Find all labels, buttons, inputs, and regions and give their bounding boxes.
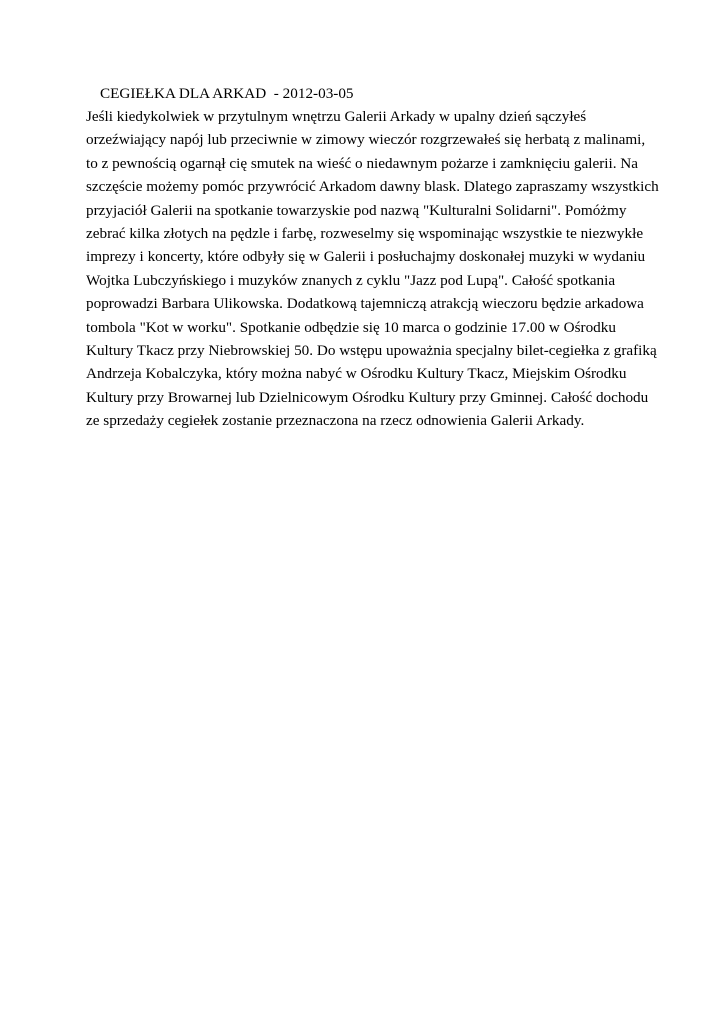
paragraph-line: zebrać kilka złotych na pędzle i farbę, rozweselmy się wspominając wszystkie te niezwykłe — [86, 225, 644, 243]
document-title: CEGIEŁKA DLA ARKAD - 2012-03-05 — [100, 85, 354, 102]
paragraph-line: poprowadzi Barbara Ulikowska. Dodatkową tajemniczą atrakcją wieczoru będzie arkadowa — [86, 295, 644, 313]
paragraph-line: szczęście możemy pomóc przywrócić Arkadom dawny blask. Dlatego zapraszamy wszystkich — [86, 178, 659, 196]
paragraph-line: Wojtka Lubczyńskiego i muzyków znanych z cyklu "Jazz pod Lupą". Całość spotkania — [86, 271, 616, 289]
paragraph-line: Jeśli kiedykolwiek w przytulnym wnętrzu Galerii Arkady w upalny dzień sączyłeś — [86, 108, 587, 125]
paragraph-line: orzeźwiający napój lub przeciwnie w zimowy wieczór rozgrzewałeś się herbatą z malinami, — [86, 131, 646, 149]
paragraph-line: tombola "Kot w worku". Spotkanie odbędzie się 10 marca o godzinie 17.00 w Ośrodku — [86, 318, 616, 336]
paragraph-line: Kultury Tkacz przy Niebrowskiej 50. Do wstępu upoważnia specjalny bilet-cegiełka z grafiką — [86, 342, 657, 360]
paragraph-line: Andrzeja Kobalczyka, który można nabyć w Ośrodku Kultury Tkacz, Miejskim Ośrodku — [86, 365, 627, 383]
paragraph-line: Kultury przy Browarnej lub Dzielnicowym Ośrodku Kultury przy Gminnej. Całość dochodu — [86, 388, 649, 406]
paragraph-line: przyjaciół Galerii na spotkanie towarzyskie pod nazwą "Kulturalni Solidarni". Pomóżmy — [86, 201, 627, 219]
paragraph-line: ze sprzedaży cegiełek zostanie przeznaczona na rzecz odnowienia Galerii Arkady. — [86, 412, 585, 430]
paragraph-line: to z pewnością ogarnął cię smutek na wieść o niedawnym pożarze i zamknięciu galerii. Na — [86, 154, 639, 172]
document-body — [86, 83, 659, 433]
paragraph-line: imprezy i koncerty, które odbyły się w Galerii i posłuchajmy doskonałej muzyki w wydaniu — [86, 248, 646, 266]
body-paragraph — [86, 105, 659, 433]
